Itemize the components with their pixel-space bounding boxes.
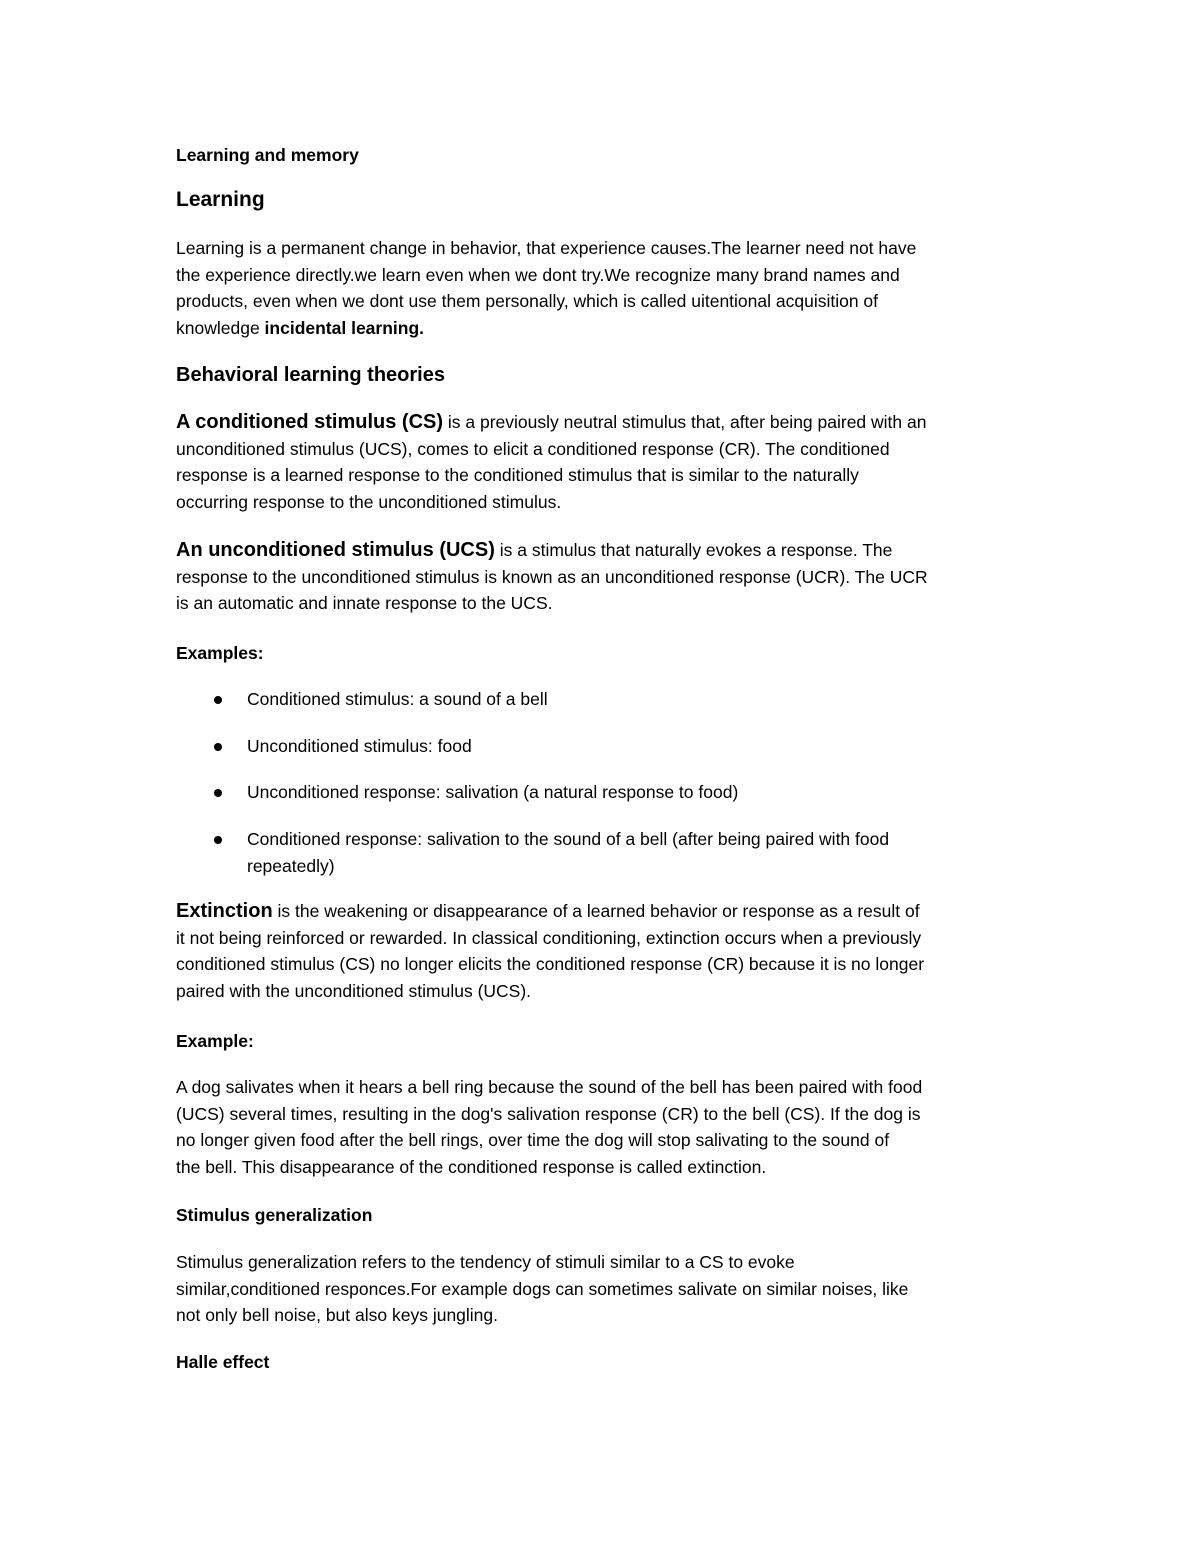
paragraph-line: Learning is a permanent change in behavior, that experience causes.The learner need not have [176,238,917,258]
paragraph-line: it not being reinforced or rewarded. In classical conditioning, extinction occurs when a previously [176,927,922,948]
list-item-text: Conditioned stimulus: a sound of a bell [247,689,548,709]
extinction-first-line: is the weakening or disappearance of a learned behavior or response as a result of [272,901,920,921]
generalization-heading: Stimulus generalization [176,1205,373,1225]
generalization-paragraph [176,1249,1036,1329]
bullet-icon [214,789,222,797]
behavioral-heading: Behavioral learning theories [176,364,445,386]
learning-heading: Learning [176,188,265,211]
cs-first-line: is a previously neutral stimulus that, after being paired with an [443,412,927,432]
list-item-text: Conditioned response: salivation to the sound of a bell (after being paired with food [247,829,890,849]
paragraph-line [176,409,1036,436]
halle-heading: Halle effect [176,1352,270,1372]
ucs-paragraph [176,537,1036,617]
paragraph-line [176,898,1036,925]
cs-term: A conditioned stimulus (CS) [176,411,444,433]
paragraph-line: similar,conditioned responces.For example dogs can sometimes salivate on similar noises, like [176,1278,909,1299]
paragraph-line: is an automatic and innate response to the UCS. [176,593,553,614]
document-title: Learning and memory [176,145,359,165]
list-item-text: Unconditioned response: salivation (a natural response to food) [247,782,739,802]
example-label: Example: [176,1031,254,1051]
ucs-term: An unconditioned stimulus (UCS) [176,539,495,561]
learning-paragraph [176,235,1036,342]
bullet-icon [214,696,222,704]
paragraph-line: not only bell noise, but also keys jungling. [176,1305,499,1326]
paragraph-line: unconditioned stimulus (UCS), comes to elicit a conditioned response (CR). The conditioned [176,438,890,459]
bullet-icon [214,743,222,751]
extinction-paragraph [176,898,1036,1005]
list-item-continuation: repeatedly) [247,856,335,876]
ucs-first-line: is a stimulus that naturally evokes a response. The [494,540,893,560]
example-paragraph [176,1074,1036,1181]
cs-paragraph [176,409,1036,516]
incidental-learning-term: incidental learning. [264,318,425,339]
paragraph-line: the experience directly.we learn even when we dont try.We recognize many brand names and [176,264,900,285]
examples-label: Examples: [176,643,264,663]
paragraph-line: response is a learned response to the conditioned stimulus that is similar to the naturally [176,465,859,486]
paragraph-line: response to the unconditioned stimulus is known as an unconditioned response (UCR). The UCR [176,566,928,587]
list-item-text: Unconditioned stimulus: food [247,736,472,756]
paragraph-line: no longer given food after the bell rings, over time the dog will stop salivating to the sound of [176,1130,890,1151]
paragraph-line: paired with the unconditioned stimulus (UCS). [176,981,532,1002]
paragraph-line [176,537,1036,564]
paragraph-line: occurring response to the unconditioned stimulus. [176,492,562,513]
paragraph-line: conditioned stimulus (CS) no longer elicits the conditioned response (CR) because it is no longer [176,954,925,975]
line-prefix: knowledge [176,318,265,339]
extinction-term: Extinction [176,900,273,922]
paragraph-line: (UCS) several times, resulting in the dog's salivation response (CR) to the bell (CS). If the dog is [176,1103,921,1124]
paragraph-line: products, even when we dont use them personally, which is called uitentional acquisition of [176,291,879,312]
paragraph-line: Stimulus generalization refers to the tendency of stimuli similar to a CS to evoke [176,1252,795,1272]
paragraph-line [176,315,1036,342]
paragraph-line: the bell. This disappearance of the conditioned response is called extinction. [176,1157,767,1178]
bullet-icon [214,836,222,844]
paragraph-line: A dog salivates when it hears a bell ring because the sound of the bell has been paired with food [176,1077,923,1097]
